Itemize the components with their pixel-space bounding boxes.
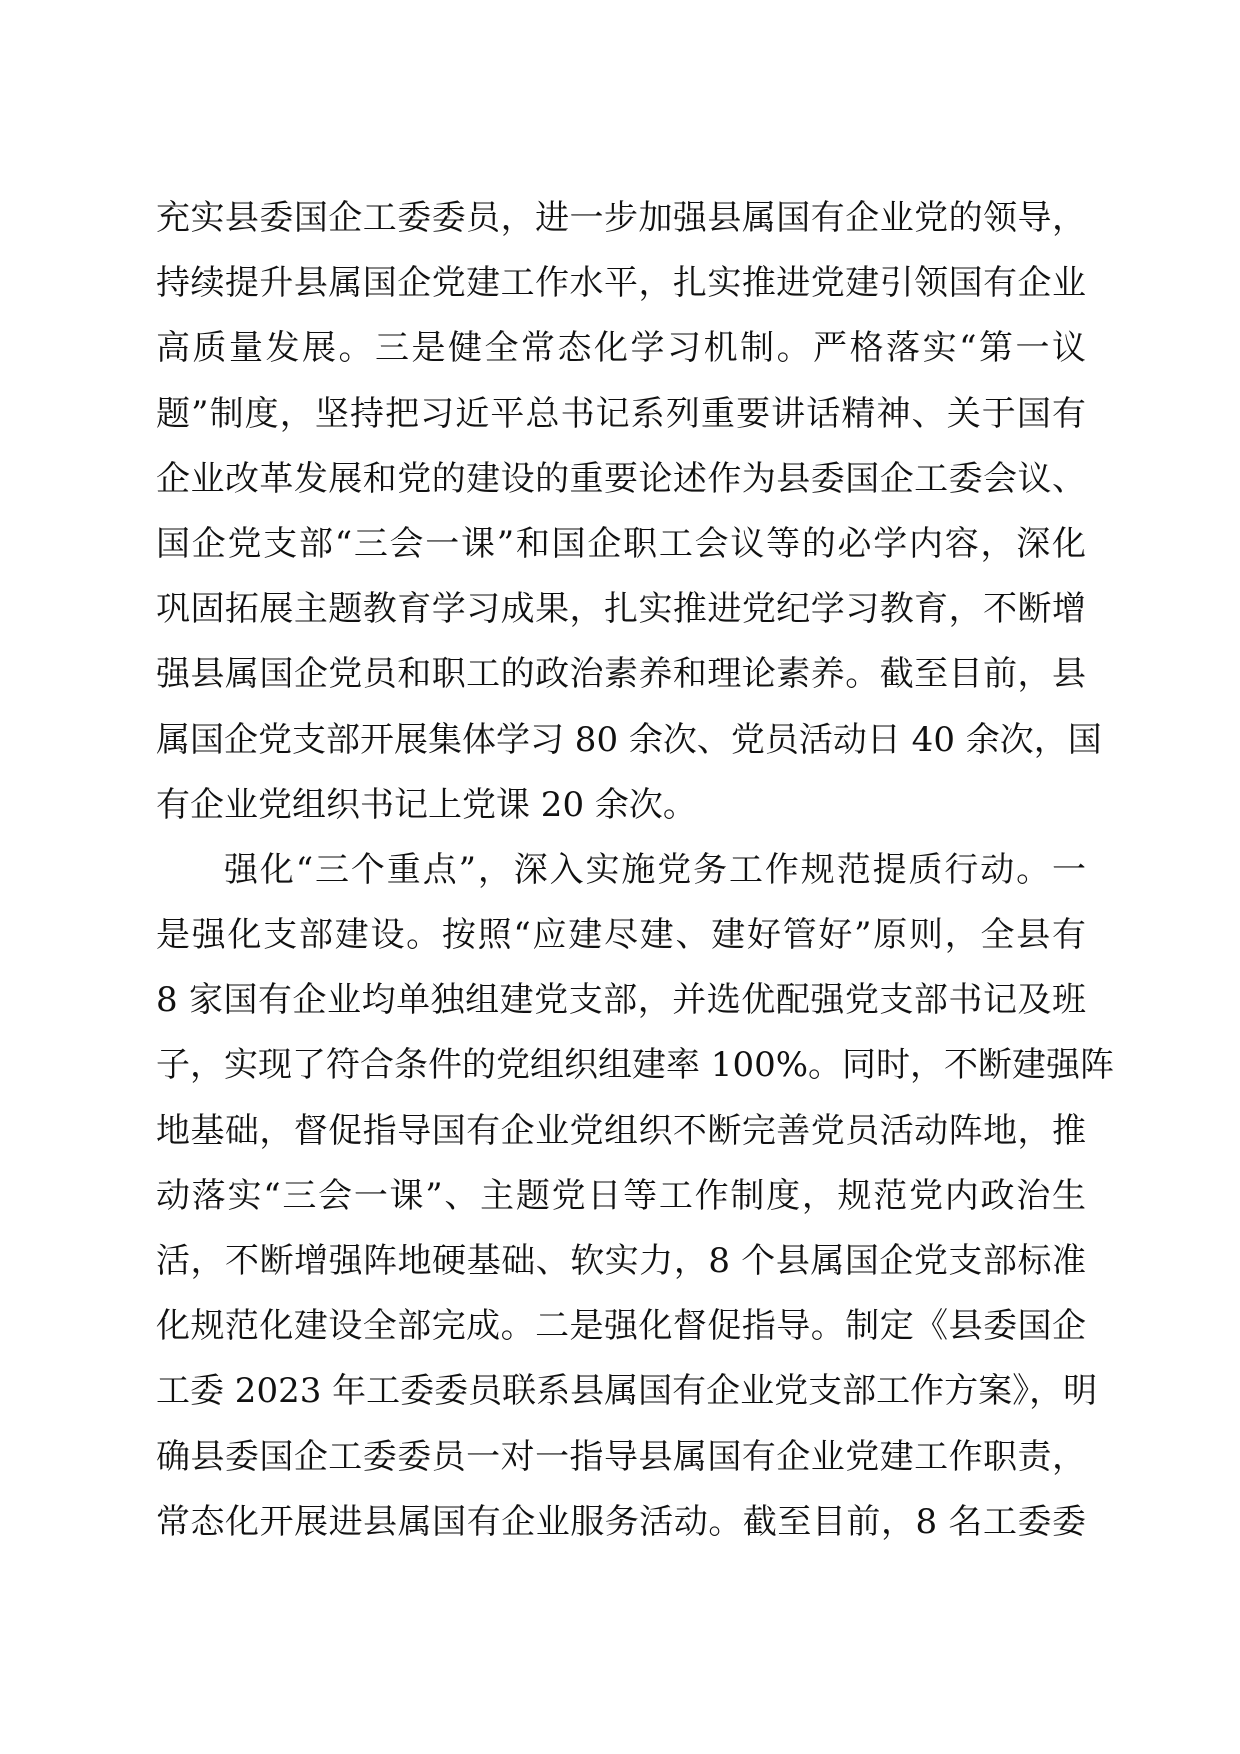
text-line: 子，实现了符合条件的党组织组建率 100%。同时，不断建强阵 — [156, 1045, 1115, 1086]
text-line: 8 家国有企业均单独组建党支部，并选优配强党支部书记及班 — [156, 980, 1086, 1021]
paragraph-1 — [156, 186, 1102, 838]
text-line: 确县委国企工委委员一对一指导县属国有企业党建工作职责， — [156, 1436, 1086, 1477]
text-line: 企业改革发展和党的建设的重要论述作为县委国企工委会议、 — [156, 458, 1086, 499]
text-line: 是强化支部建设。按照“应建尽建、建好管好”原则，全县有 — [156, 915, 1086, 956]
text-line: 地基础，督促指导国有企业党组织不断完善党员活动阵地，推 — [156, 1110, 1086, 1151]
text-line: 巩固拓展主题教育学习成果，扎实推进党纪学习教育，不断增 — [156, 589, 1086, 630]
document-body — [156, 186, 1115, 1555]
text-line: 有企业党组织书记上党课 20 余次。 — [156, 784, 697, 825]
text-line: 工委 2023 年工委委员联系县属国有企业党支部工作方案》，明 — [156, 1371, 1098, 1412]
text-line: 国企党支部“三会一课”和国企职工会议等的必学内容，深化 — [156, 523, 1086, 564]
text-line: 充实县委国企工委委员，进一步加强县属国有企业党的领导， — [156, 198, 1086, 238]
text-line: 高质量发展。三是健全常态化学习机制。严格落实“第一议 — [156, 328, 1086, 369]
text-line: 常态化开展进县属国有企业服务活动。截至目前，8 名工委委 — [156, 1501, 1086, 1542]
text-line: 活，不断增强阵地硬基础、软实力，8 个县属国企党支部标准 — [156, 1241, 1086, 1281]
text-line: 持续提升县属国企党建工作水平，扎实推进党建引领国有企业 — [156, 263, 1086, 304]
text-line: 动落实“三会一课”、主题党日等工作制度，规范党内政治生 — [156, 1175, 1086, 1216]
text-line: 题”制度，坚持把习近平总书记系列重要讲话精神、关于国有 — [156, 393, 1086, 434]
text-line: 属国企党支部开展集体学习 80 余次、党员活动日 40 余次，国 — [156, 719, 1102, 760]
text-line: 强化“三个重点”，深入实施党务工作规范提质行动。一 — [224, 849, 1086, 890]
paragraph-2 — [156, 838, 1115, 1555]
text-line: 强县属国企党员和职工的政治素养和理论素养。截至目前，县 — [156, 654, 1086, 695]
text-line: 化规范化建设全部完成。二是强化督促指导。制定《县委国企 — [156, 1306, 1086, 1347]
